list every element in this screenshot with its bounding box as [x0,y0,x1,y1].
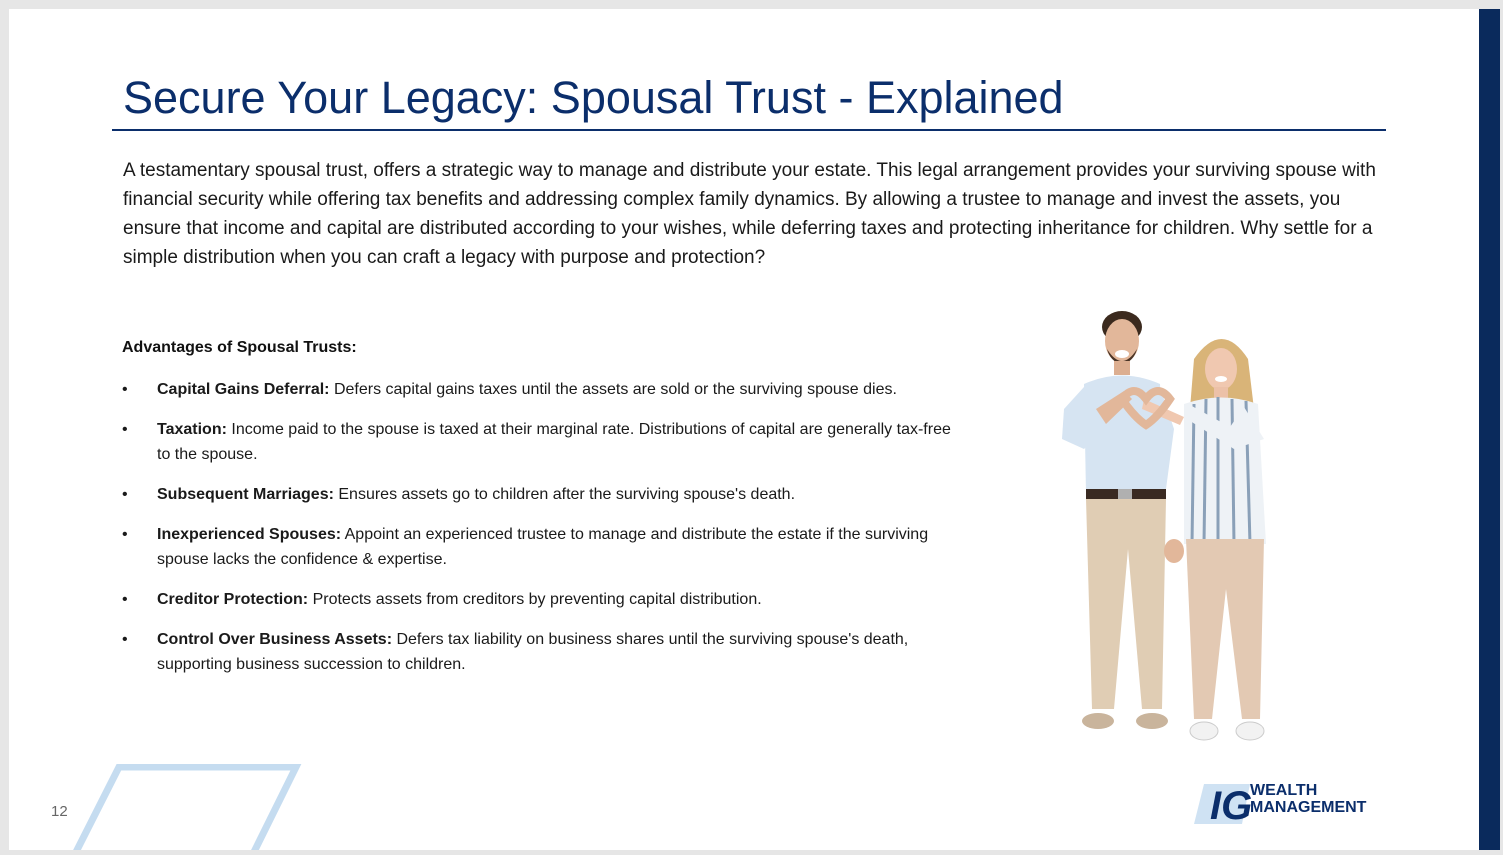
advantages-list [122,377,952,692]
logo-line-1: WEALTH [1250,782,1318,799]
decorative-parallelogram [64,764,304,850]
logo-wordmark [1250,782,1366,816]
logo-mark: IG [1210,784,1253,828]
title-underline [112,129,1386,131]
right-accent-bar [1479,9,1500,850]
bullet: • [122,421,128,438]
advantage-item [122,482,952,507]
bullet: • [122,526,128,543]
advantage-item [122,417,952,467]
slide [9,9,1479,850]
logo-line-2: MANAGEMENT [1250,799,1367,816]
advantage-term: Control Over Business Assets: [157,631,393,648]
advantage-item [122,587,952,612]
advantage-text: Defers capital gains taxes until the assets are sold or the surviving spouse dies. [329,381,897,398]
page-number: 12 [51,803,68,820]
bullet: • [122,591,128,608]
couple-photo [1034,299,1284,759]
bullet: • [122,631,128,648]
advantage-item [122,377,952,402]
advantages-heading: Advantages of Spousal Trusts: [122,339,357,356]
advantage-text: Appoint an experienced trustee to manage and distribute the estate if the surviving spouse lacks the confidence & expertise. [157,526,929,568]
advantage-text: Ensures assets go to children after the surviving spouse's death. [333,486,796,503]
slide-title: Secure Your Legacy: Spousal Trust - Explained [123,72,1064,123]
advantage-term: Taxation: [157,421,227,438]
intro-paragraph: A testamentary spousal trust, offers a strategic way to manage and distribute your estate. This legal arrangement provides your surviving spouse with financial security while offering tax benefits and addressing complex family dynamics. By allowing a trustee to manage and invest the assets, you ensure that income and capital are distributed according to your wishes, while deferring taxes and protecting inheritance for children. Why settle for a simple distribution when you can craft a legacy with purpose and protection? [123,160,1376,268]
advantage-text: Protects assets from creditors by preventing capital distribution. [308,591,762,608]
advantage-text: Income paid to the spouse is taxed at their marginal rate. Distributions of capital are generally tax-free to the spouse. [157,421,951,463]
advantage-item [122,627,952,677]
advantage-item [122,522,952,572]
advantage-term: Capital Gains Deferral: [157,381,330,398]
advantage-term: Creditor Protection: [157,591,309,608]
advantage-term: Inexperienced Spouses: [157,526,342,543]
man-figure [1062,311,1174,729]
advantage-text: Defers tax liability on business shares until the surviving spouse's death, supporting business succession to children. [157,631,909,673]
advantage-term: Subsequent Marriages: [157,486,334,503]
bullet: • [122,486,128,503]
bullet: • [122,381,128,398]
